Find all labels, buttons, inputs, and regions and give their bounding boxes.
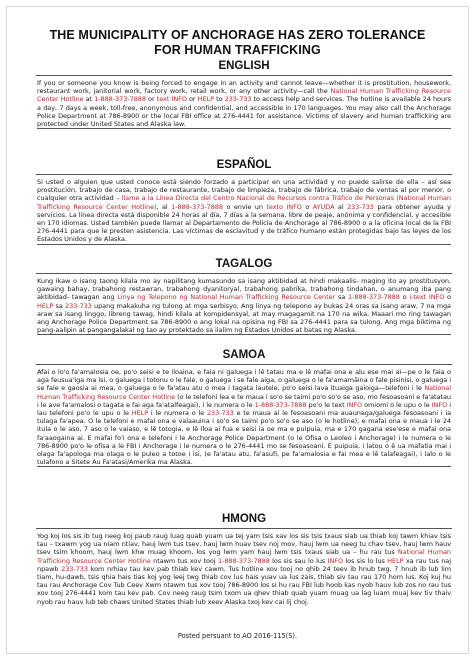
highlighted-text: 233-733 xyxy=(65,301,92,310)
section-body xyxy=(37,274,451,334)
body-text: o envíe un xyxy=(222,202,267,211)
section-english xyxy=(37,60,451,129)
body-text: omiomi o le upu o le xyxy=(362,400,432,409)
body-text: Kung ikaw o isang taong kilala mo ay napilitang kumasundo sa isang aktibidad at hindi makaalis- maging ito ay prostitusyon, gawaing bahay, trabahong restawran, trabahong dyanitoryal, trabahong pabrika, trabahong tindahan, o anumang iba pang aktibidad- tawagan ang xyxy=(37,277,451,302)
body-text: If you or someone you know is being forced to engage in an activity and cannot leave—whether it is prostitution, housework, restaurant work, janitorial work, factory work, retail work, or any other activity—call the xyxy=(37,79,451,96)
body-text: al xyxy=(334,202,348,211)
body-text: o xyxy=(301,202,313,211)
highlighted-text: 1-888-373-7888 xyxy=(254,400,307,409)
body-text: or xyxy=(145,95,157,104)
body-text: xa rau tus naj npawb xyxy=(37,556,451,573)
section-espanol xyxy=(37,159,451,245)
body-text: e te maua ai le fesoasoani ma auaunaga/galuega fesoasoani i ia tulaga fa'apea. O le telefoni e mafai ona e valaauina i so'o se taimi po'o so'o se aso (o le hotline), e mafai ona e maua i le 24 itula o le aso, 7 aso o le vaiaso, e lē totogia, e lē iloa ai fua e seisi ia oe ma e puipuia, ma e 170 gagana ese'ese e mafai ona fa'aaogaina ai. E mafai fo'i ona e telefoni i le Anchorage Police Department (o le Ofisa o Leoleo i Anchorage) i le numera o le 786-8900 po'o le ofisa a le FBI i Anchorage i le numera o le 276-4441 mo se fesoasoani. E puipuia, i latou o ē ua mafatia mai i olaga fa'apologa ma olaga o le puleo a totoe i isi, (e fa'atau atu, fa'asufi, pe fa'amalosia e fai mea e lē talafeagai), i lalo o le tulafono a Sitete Au Fa'atasi/Amerika ma Alaska. xyxy=(37,409,452,467)
body-text: ntawm tus xov tooj xyxy=(150,556,218,565)
body-text: i lau telefoni po'o le upu o le xyxy=(37,400,451,418)
highlighted-text: texto INFO xyxy=(266,202,302,211)
body-text: , al xyxy=(156,202,172,211)
body-text: kom nrhiav tau kev pab thiab kev cawm. Tus hotline xov tooj no qhib 24 teev ib hnub twg, 7 hnub ib lub lim tiam, hu-dawb, tsis qhia hais tias koj yog leej twg thiab cov lus hais yuav ua lus zais, thiab siv tau rau 170 hom lus. Koj kuj hu tau rau Anchorage Cov Tub Ceev Xwm ntawm tus xov tooj 786-8900 los si hu rau FBI lub hoob kas nyob hauv lub zos no rau tus xov tooj 276-4441 kom tau kev pab. Cov neeg raug tsim txom ua qhev thiab quab yuam muag ua lag luam muaj kev tiv thaiv nyob rau hauv lub teb chaws United States thiab lub xeev Alaska txoj kev cai lij choj. xyxy=(37,564,451,606)
page-title-line-1: THE MUNICIPALITY OF ANCHORAGE HAS ZERO TOLERANCE xyxy=(49,28,426,42)
highlighted-text: INFO xyxy=(346,400,363,409)
footer-note: Posted persuant to AO 2016-115(S). xyxy=(177,632,298,640)
body-text: i le numera o le xyxy=(148,409,207,418)
highlighted-text: Linya ng Telepono ng National Human Trafficking Resource Center xyxy=(117,293,336,302)
body-text: or xyxy=(186,95,198,104)
body-text: upang makakuha ng tulong at mga serbisyo. Ang linya ng telepono ay bukas 24 oras sa isang araw, 7 na mga araw sa isang linggo, libreng tawag, hindi kilala at kompidensyal, at may magagamit na 170 na wika. Maaari mo ring tawagan ang Anchorage Police Department sa 786-8900 o ang lokal na opisina ng FBI sa 276-4441 para sa tulong. Ang mga biktima ng pang-aalipin at pangangalakal ng tao ay protektado sa ilalim ng Estados Unidos at batas ng Alaska. xyxy=(37,301,451,335)
highlighted-text: 233-733 xyxy=(206,409,234,418)
highlighted-text: i-text INFO xyxy=(409,293,445,302)
notice-page xyxy=(6,6,469,654)
highlighted-text: HELP xyxy=(387,556,404,565)
highlighted-text: INFO xyxy=(327,556,344,565)
highlighted-text: text INFO xyxy=(156,95,187,104)
body-text: los sis lo lus xyxy=(343,556,388,565)
body-text: los sis sau lo lus xyxy=(269,556,328,565)
highlighted-text: HELP xyxy=(131,409,149,418)
body-text: o xyxy=(399,293,410,302)
body-text: Yog koj los sis ib tug neeg koj paub raug luag quab yuam ua tej yam tsis xav los sis tsis txaus siab ua thiab koj tawm khiav tsis tau – txawm yog ua niam ntiav, hauj lwm tus tsev, hauj lwm huav tsev noj mov, hauj lwm ua neeg tu chav tsev, hauj lwm hauv tsev tsim khoom, hauj lwm khw muag khoom, los yog lwm yam hauj lwm tsis txaus siab ua – hu rau tus xyxy=(37,532,451,557)
section-heading: TAGALOG xyxy=(36,258,452,274)
highlighted-text: HELP xyxy=(37,301,54,310)
section-heading: SAMOA xyxy=(36,349,452,365)
section-body xyxy=(37,175,451,244)
highlighted-text: 233-733 xyxy=(61,564,88,573)
highlighted-text: HELP xyxy=(197,95,214,104)
page-title xyxy=(7,28,468,58)
body-text: Si usted o alguien que usted conoce está siendo forzado a participar en una actividad y no puede salirse de ella – así sea prostitución, trabajo de casa, trabajo de restaurante, trabajo de limpieza, trabajo de fábrica, trabajo de ventas al por menor, o cualquier otra actividad – xyxy=(37,178,451,203)
section-body xyxy=(37,76,451,128)
highlighted-text: 1-888-373-7888 xyxy=(217,556,270,565)
page-title-line-2: FOR HUMAN TRAFFICKING xyxy=(154,43,321,57)
body-text: to xyxy=(214,95,225,104)
highlighted-text: National Human Trafficking Resource Center Hotline xyxy=(37,384,451,401)
body-text: (o le telefoni lea e te maua i so'o se taimi po'o so'o se aso, mo fesoasoani e fa'atatau i le ave fa'amalosi o tagata e fai aga fa'atalfeagai), i le numera o le xyxy=(37,392,451,409)
highlighted-text: AYUDA xyxy=(312,202,335,211)
highlighted-text: National Human Trafficking Resource Center Hotline xyxy=(37,87,451,104)
section-tagalog xyxy=(37,258,451,335)
body-text: o xyxy=(444,293,451,302)
section-body xyxy=(37,529,451,606)
body-text: po'o le text xyxy=(306,400,347,409)
highlighted-text: 233-733 xyxy=(224,95,252,104)
highlighted-text: National Human Trafficking Resource Center Hotline xyxy=(37,548,451,565)
section-body xyxy=(37,365,451,466)
section-heading: ESPAÑOL xyxy=(36,159,452,175)
section-heading: ENGLISH xyxy=(36,60,452,76)
section-hmong xyxy=(37,513,451,606)
highlighted-text: INFO xyxy=(431,400,448,409)
highlighted-text: 233-733 xyxy=(347,202,374,211)
body-text: to access help and services. The hotline is available 24 hours a day, 7 days a week, toll-free, anonymous and confidential, and accessible in 170 languages. You may also call the Anchorage Police Department at 786-8900 or the local FBI office at 276-4441 for assistance. Victims of slavery and human trafficking are protected under United States and Alaska law. xyxy=(37,95,451,129)
highlighted-text: llame a la Línea Directa del Centro Nacional de Recursos contra Tráfico de Personas (National Human Trafficking Resource Center Hotline) xyxy=(37,194,451,211)
highlighted-text: 1-888-373-7888 xyxy=(171,202,223,211)
body-text: Afai o lo'o fa'amalosia oe, po'o seisi e te iloaina, e faia ni galuega i lē tatau ma e lē mafai ona e alu ese mai ai—pe o le faia o aga feusua'iga ma isi, o galuega i totonu o le fale, o galuega i se fale aiga, o galuega o le fa'amamāina o fale pisinisi, o galuega i se fale e gaosia ai mea, o galuega o le fa'atau atu o mea i tagata lautele, po'o seisi lava ituaiga gaioiga—telefoni i le xyxy=(37,368,451,393)
body-text: sa xyxy=(335,293,349,302)
section-samoa xyxy=(37,349,451,467)
body-text: para obtener ayuda y servicios. La línea directa está disponible 24 horas al día, 7 días a la semana, libre de peaje, anónima y confidencial, y accesible en 170 idiomas. Usted también puede llamar al Departamento de Policía de Anchorage al 786-8900 o a la oficina local de la FBI 276-4441 para que le presten asistencia. Las víctimas de esclavitud y de tráfico humano están protegidas bajo las leyes de los Estados Unidos y de Alaska. xyxy=(37,202,451,244)
body-text: sa xyxy=(53,301,66,310)
highlighted-text: 1-888-373-7888 xyxy=(348,293,400,302)
highlighted-text: 1-888-373-7888 xyxy=(94,95,146,104)
section-heading: HMONG xyxy=(36,513,452,529)
body-text: at xyxy=(83,95,95,104)
